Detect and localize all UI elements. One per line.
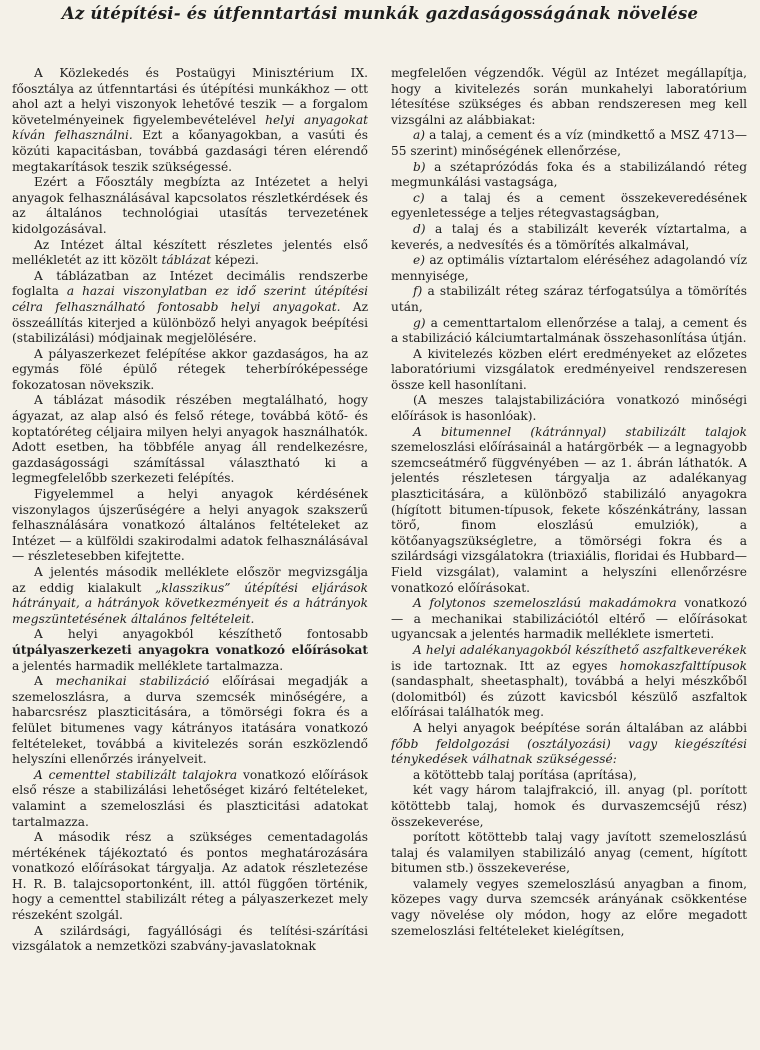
text-run: A kivitelezés közben elért eredményeket az előzetes laboratóriumi vizsgálatok eredményeivel rendszeresen össze kell hasonlítani. xyxy=(391,346,747,392)
paragraph xyxy=(391,877,747,939)
text-run: megfelelően végzendők. Végül az Intézet megállapítja, hogy a kivitelezés során munkahelyi laboratórium létesítése szükséges és abban rendszeresen meg kell vizsgálni az alábbiakat: xyxy=(391,66,747,127)
paragraph xyxy=(12,565,368,627)
paragraph xyxy=(12,175,368,237)
text-run: A xyxy=(34,674,56,689)
paragraph xyxy=(391,393,747,424)
paragraph xyxy=(391,721,747,768)
text-run: helyi anyagokat kíván felhasználni. xyxy=(12,112,368,143)
text-run: vonatkozó — a mechanikai stabilizációtól eltérő — előírásokat ugyancsak a jelentés harmadik melléklete ismerteti. xyxy=(391,596,747,642)
text-run: valamely vegyes szemeloszlású anyagban a finom, közepes vagy durva szemcsék arányának csökkentése vagy növelése oly módon, hogy az előre megadott szemeloszlási feltételeket kielégítsen, xyxy=(391,876,747,938)
paragraph xyxy=(391,128,747,159)
text-run: az optimális víztartalom eléréséhez adagolandó víz mennyisége, xyxy=(391,253,747,283)
article-title: Az útépítési- és útfenntartási munkák gazdaságosságának növelése xyxy=(61,4,699,23)
text-run: a) xyxy=(413,128,426,143)
paragraph xyxy=(391,160,747,191)
text-run: előírásai megadják a szemeloszlásra, a durva szemcsék minőségére, a habarcsrész plaszticitására, a tömörségi fokra és a felület bitumenes vagy kátrányos itatására vonatkozó feltételeket, továbbá a kivitelezés során eszközlendő helyszíni ellenőrzés irányelveit. xyxy=(12,674,368,767)
text-run: A második rész a szükséges cementadagolás mértékének tájékoztató és pontos meghatározására vonatkozó előírásokat tárgyalja. Az adatok részletezése H. R. B. talajcsoportonként, ill. attól függően történik, hogy a cementtel stabilizált réteg a pályaszerkezet mely részeként szolgál. xyxy=(12,830,368,923)
paragraph xyxy=(12,627,368,674)
text-run: (A meszes talajstabilizációra vonatkozó minőségi előírások is hasonlóak). xyxy=(391,393,747,424)
paragraph xyxy=(12,674,368,768)
text-run: A jelentés második melléklete először megvizsgálja az eddig kialakult xyxy=(12,565,368,595)
text-run: a stabilizált réteg száraz térfogatsúlya a tömörítés után, xyxy=(391,284,747,314)
text-run: A szilárdsági, fagyállósági és telítési-szárítási vizsgálatok a nemzetközi szabvány-javaslatoknak xyxy=(12,923,368,954)
text-run: főbb feldolgozási (osztályozási) vagy kiegészítési ténykedések válhatnak szükségessé: xyxy=(391,736,747,767)
paragraph xyxy=(391,783,747,830)
text-run: (sandasphalt, sheetasphalt), továbbá a helyi mészkőből (dolomitból) és zúzott kavicsból készülő aszfaltok előírásai találhatók meg. xyxy=(391,674,747,720)
paragraph xyxy=(12,830,368,924)
text-run: f) xyxy=(413,284,423,299)
text-run: Az Intézet által készített részletes jelentés első mellékletét az itt közölt xyxy=(12,237,368,268)
text-run: a kötöttebb talaj porítása (aprítása), xyxy=(413,767,637,782)
text-run: e) xyxy=(413,253,425,268)
text-run: A helyi anyagokból készíthető fontosabb xyxy=(34,627,368,642)
text-run: A bitumennel (kátránnyal) stabilizált talajok xyxy=(413,424,747,439)
text-run: a szétaprózódás foka és a stabilizálandó réteg megmunkálási vastagsága, xyxy=(391,159,747,190)
paragraph xyxy=(12,238,368,269)
paragraph xyxy=(12,393,368,487)
text-run: A helyi anyagok beépítése során általában az alábbi xyxy=(413,720,747,735)
text-run: Az összeállítás kiterjed a különböző helyi anyagok beépítési (stabilizálási) módjainak megjelölésére. xyxy=(12,299,368,346)
text-run: „klasszikus” útépítési eljárások hátrányait, a hátrányok következményeit és a hátrányok megszüntetésének általános feltételeit. xyxy=(12,580,368,626)
paragraph xyxy=(12,269,368,347)
text-run: A cementtel stabilizált talajokra xyxy=(34,767,238,782)
paragraph xyxy=(391,316,747,347)
text-run: útpályaszerkezeti anyagokra vonatkozó előírásokat xyxy=(12,642,368,657)
text-run: a talaj és a stabilizált keverék víztartalma, a keverés, a nedvesítés és a tömörítés alkalmával, xyxy=(391,221,747,252)
paragraph xyxy=(12,924,368,955)
text-run: képezi. xyxy=(211,253,259,268)
text-run: a hazai viszonylatban ez idő szerint útépítési célra felhasználható fontosabb helyi anyagokat. xyxy=(12,284,368,314)
text-run: d) xyxy=(413,221,426,236)
text-run: is ide tartoznak. Itt az egyes xyxy=(391,658,620,673)
paragraph xyxy=(391,347,747,394)
text-run: a cementtartalom ellenőrzése a talaj, a cement és a stabilizáció kálciumtartalmának összehasonlítása útján. xyxy=(391,315,747,346)
text-run: két vagy három talajfrakció, ill. anyag (pl. porított kötöttebb talaj, homok és durvaszemcséjű rész) összekeverése, xyxy=(391,783,747,829)
text-run: mechanikai stabilizáció xyxy=(55,674,210,689)
text-run: a talaj és a cement összekeveredésének egyenletessége a teljes rétegvastagságban, xyxy=(391,190,747,221)
paragraph xyxy=(391,596,747,643)
paragraph xyxy=(391,284,747,315)
paragraph xyxy=(12,768,368,830)
text-run: vonatkozó előírások első része a stabilizálási lehetőséget kizáró feltételeket, valamint a szemeloszlási és plaszticitási adatokat tartalmazza. xyxy=(12,767,368,829)
text-run: homokaszfalttípusok xyxy=(619,658,747,673)
paragraph xyxy=(391,830,747,877)
paragraph xyxy=(12,487,368,565)
paragraph xyxy=(391,66,747,128)
text-run: Figyelemmel a helyi anyagok kérdésének viszonylagos újszerűségére a helyi anyagok szakszerű felhasználására vonatkozó általános feltételeket az Intézet — a külföldi szakirodalmi adatok felhasználásával — részletesebben kifejtette. xyxy=(12,487,368,564)
text-run: b) xyxy=(413,159,426,174)
paragraph xyxy=(391,425,747,597)
paragraph xyxy=(12,347,368,394)
text-run: A pályaszerkezet felépítése akkor gazdaságos, ha az egymás fölé épülő rétegek teherbíróképessége fokozatosan növekszik. xyxy=(12,346,368,392)
left-column xyxy=(12,66,368,1050)
text-run: A helyi adalékanyagokból készíthető aszfaltkeverékek xyxy=(413,642,747,657)
paragraph xyxy=(391,191,747,222)
paragraph xyxy=(391,253,747,284)
paragraph xyxy=(391,222,747,253)
text-run: A táblázat második részében megtalálható, hogy ágyazat, az alap alsó és felső rétege, továbbá kötő- és koptatóréteg céljaira milyen helyi anyagok használhatók. Adott esetben, ha többféle anyag áll rendelkezésre, gazdaságossági számítással választható ki a legmegfelelőbb szerkezeti felépítés. xyxy=(12,393,368,486)
text-run: szemeloszlási előírásainál a határgörbék — a legnagyobb szemcseátmérő függvényében — az 1. ábrán láthatók. A jelentés részletesen tárgyalja az adalékanyag plaszticitására, a különböző stabilizáló anyagokra (hígított bitumen-típusok, fekete kőszénkátrány, lassan törő, finom eloszlású emulziók), a kötőanyagszükségletre, a tömörségi fokra és a szilárdsági vizsgálatokra (triaxiális, floridai és Hubbard—Field vizsgálat), valamint a helyszíni ellenőrzésre vonatkozó előírásokat. xyxy=(391,440,747,595)
text-run: a jelentés harmadik melléklete tartalmazza. xyxy=(12,658,284,673)
text-run: c) xyxy=(413,190,425,205)
text-run: A folytonos szemeloszlású makadámokra xyxy=(413,596,677,611)
text-run: A táblázatban az Intézet decimális rendszerbe foglalta xyxy=(12,268,368,299)
right-column xyxy=(391,66,747,1050)
text-run: a talaj, a cement és a víz (mindkettő a MSZ 4713—55 szerint) minőségének ellenőrzése, xyxy=(391,128,747,158)
text-run: táblázat xyxy=(161,253,212,268)
paragraph xyxy=(391,768,747,784)
text-run: porított kötöttebb talaj vagy javított szemeloszlású talaj és valamilyen stabilizáló anyag (cement, hígított bitumen stb.) összekeverése, xyxy=(391,830,747,876)
text-run: Ezt a kőanyagokban, a vasúti és közúti kapacitásban, továbbá gazdasági téren elérendő megtakarítások teszik szükségessé. xyxy=(12,128,368,174)
text-run: A Közlekedés és Postaügyi Minisztérium IX. főosztálya az útfenntartási és útépítési munkákhoz — ott ahol azt a helyi viszonyok lehetővé teszik — a forgalom követelményeinek figyelembevételével xyxy=(12,66,368,127)
text-run: g) xyxy=(413,315,426,330)
paragraph xyxy=(12,66,368,175)
text-run: Ezért a Főosztály megbízta az Intézetet a helyi anyagok felhasználásával kapcsolatos részletkérdések és az általános technológiai utasítás tervezetének kidolgozásával. xyxy=(12,175,368,236)
paragraph xyxy=(391,643,747,721)
